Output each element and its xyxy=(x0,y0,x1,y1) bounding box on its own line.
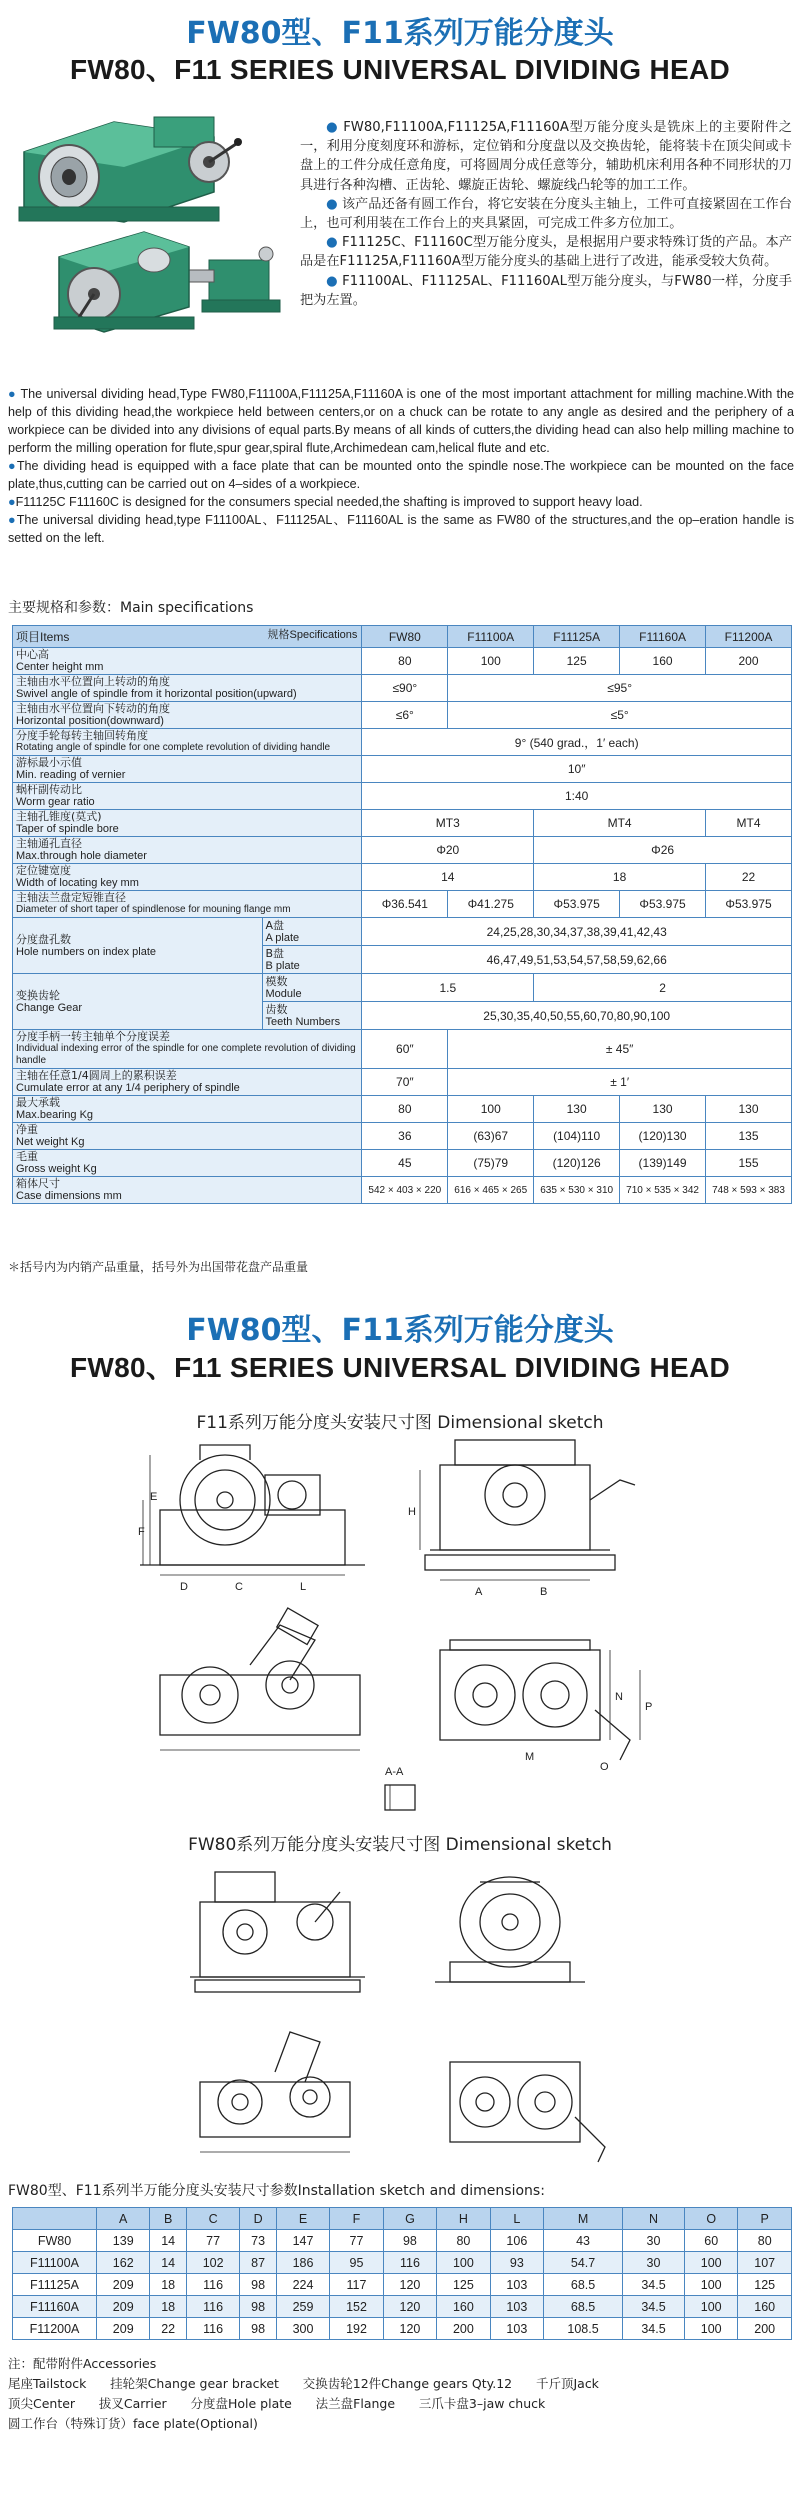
dims-value-cell: 98 xyxy=(240,2318,276,2340)
dividing-head-lower xyxy=(54,232,194,332)
cell-value: 25,30,35,40,50,55,60,70,80,90,100 xyxy=(362,1002,792,1030)
dim-label-d: D xyxy=(180,1581,188,1593)
cell-value: (63)67 xyxy=(448,1123,534,1150)
cell-value: 1.5 xyxy=(362,974,534,1002)
row-label xyxy=(13,783,362,810)
row-label xyxy=(13,974,263,1030)
row-label xyxy=(13,1177,362,1204)
dims-value-cell: 259 xyxy=(276,2296,329,2318)
dims-value-cell: 160 xyxy=(437,2296,490,2318)
spec-header-item xyxy=(13,626,362,648)
cell-value: 710 × 535 × 342 xyxy=(620,1177,706,1204)
row-label xyxy=(13,1096,362,1123)
dims-value-cell: 68.5 xyxy=(544,2296,623,2318)
dims-value-cell: 43 xyxy=(544,2230,623,2252)
intro-en-text-2: The dividing head is equipped with a face plate that can be mounted onto the spindle nose.The workpiece can be mounted on the face plate,thus,cutting can be carried out on 4–sides of a workpiece. xyxy=(8,459,795,491)
dims-col-header: G xyxy=(383,2208,436,2230)
f11-sketch-caption: F11系列万能分度头安装尺寸图 Dimensional sketch xyxy=(196,1413,604,1433)
label-en: Case dimensions mm xyxy=(16,1190,122,1202)
cell-value: 125 xyxy=(534,648,620,675)
dims-value-cell: 209 xyxy=(97,2296,150,2318)
row-label xyxy=(13,648,362,675)
label-en: Horizontal position(downward) xyxy=(16,715,164,727)
dims-value-cell: 103 xyxy=(490,2274,543,2296)
dims-value-cell: 209 xyxy=(97,2274,150,2296)
dim-label-h: H xyxy=(408,1506,416,1518)
intro-cn-paragraph: ● F11125C、F11160C型万能分度头，是根据用户要求特殊订货的产品。本产品是在F11125A,F11160A型万能分度头的基础上进行了改进，能承受较大负荷。 xyxy=(300,235,792,270)
fw80-front-view xyxy=(190,1872,365,1992)
dims-value-cell: 103 xyxy=(490,2296,543,2318)
dims-value-cell: 224 xyxy=(276,2274,329,2296)
label-en: Taper of spindle bore xyxy=(16,823,119,835)
accessories-line-1: 尾座Tailstock 挂轮架Change gear bracket 交换齿轮12件Change gears Qty.12 千斤顶Jack xyxy=(8,2376,599,2391)
row-label xyxy=(13,675,362,702)
dims-value-cell: 80 xyxy=(437,2230,490,2252)
row-label xyxy=(13,729,362,756)
cell-value: 748 × 593 × 383 xyxy=(706,1177,792,1204)
dims-model-cell: F11200A xyxy=(13,2318,97,2340)
intro-en-paragraph: ●F11125C F11160C is designed for the consumers special needed,the shafting is improved to support heavy load. xyxy=(8,495,643,509)
dims-value-cell: 34.5 xyxy=(623,2318,685,2340)
intro-cn-paragraph: ● F11100AL、F11125AL、F11160AL型万能分度头，与FW80一样，分度手把为左置。 xyxy=(300,273,792,308)
sub-label xyxy=(262,1002,362,1030)
label-cn: 箱体尺寸 xyxy=(16,1177,60,1190)
dims-caption: FW80型、F11系列半万能分度头安装尺寸参数Installation sketch and dimensions: xyxy=(8,2183,545,2199)
label-en: Individual indexing error of the spindle for one complete revolution of dividing handle xyxy=(16,1043,356,1066)
cell-value: 130 xyxy=(534,1096,620,1123)
spec-row-center-height xyxy=(13,648,792,675)
row-label xyxy=(13,1150,362,1177)
cell-value: (104)110 xyxy=(534,1123,620,1150)
cell-value: 542 × 403 × 220 xyxy=(362,1177,448,1204)
row-label xyxy=(13,918,263,974)
spec-row-taper xyxy=(13,810,792,837)
label-en: Worm gear ratio xyxy=(16,796,95,808)
accessories-title: 注：配带附件Accessories xyxy=(8,2356,157,2371)
dims-body xyxy=(13,2230,792,2340)
cell-value: ± 45″ xyxy=(448,1030,792,1069)
model-header: F11160A xyxy=(620,626,706,648)
label-cn: 齿数 xyxy=(265,1002,288,1016)
cell-value: 100 xyxy=(448,648,534,675)
dims-model-cell: F11160A xyxy=(13,2296,97,2318)
row-label xyxy=(13,1123,362,1150)
label-cn: B盘 xyxy=(265,946,285,960)
dims-col-header: M xyxy=(544,2208,623,2230)
dims-value-cell: 120 xyxy=(383,2274,436,2296)
dims-col-header: D xyxy=(240,2208,276,2230)
intro-cn-text-2: 该产品还备有圆工作台，将它安装在分度头主轴上，工件可直接紧固在工作台上，也可利用装在工作台上的夹具紧固，可完成工件多方位加工。 xyxy=(300,196,792,232)
cell-value: 60″ xyxy=(362,1030,448,1069)
dims-row xyxy=(13,2318,792,2340)
cell-value: 18 xyxy=(534,864,706,891)
label-en: Max.through hole diameter xyxy=(16,850,147,862)
f11-top-view xyxy=(440,1640,640,1760)
cell-value: 160 xyxy=(620,648,706,675)
page-title-en: FW80、F11 SERIES UNIVERSAL DIVIDING HEAD xyxy=(70,54,730,85)
intro-cn-text-1: FW80,F11100A,F11125A,F11160A型万能分度头是铣床上的主要附件之一，利用分度刻度环和游标，定位销和分度盘以及交换齿轮，能将装卡在顶尖间或卡盘上的工件分成任意角度，可将圆周分成任意等分，辅助机床利用各种不同形状的刀具进行各种沟槽、正齿轮、螺旋正齿轮、螺旋线凸轮等的加工工作。 xyxy=(300,120,792,193)
spec-row-gross-weight xyxy=(13,1150,792,1177)
row-label xyxy=(13,1030,362,1069)
row-label xyxy=(13,891,362,918)
row-label xyxy=(13,702,362,729)
dims-value-cell: 125 xyxy=(738,2274,792,2296)
model-header: F11200A xyxy=(706,626,792,648)
dims-col-header: E xyxy=(276,2208,329,2230)
label-en: Teeth Numbers xyxy=(265,1015,341,1028)
label-cn: 主轴法兰盘定短锥直径 xyxy=(16,891,126,904)
dims-value-cell: 95 xyxy=(330,2252,383,2274)
dims-col-header: N xyxy=(623,2208,685,2230)
label-cn: 分度盘孔数 xyxy=(16,932,71,946)
dims-value-cell: 93 xyxy=(490,2252,543,2274)
label-en: Change Gear xyxy=(16,1001,83,1014)
intro-cn-paragraph: ● 该产品还备有圆工作台，将它安装在分度头主轴上，工件可直接紧固在工作台上，也可利用装在工作台上的夹具紧固，可完成工件多方位加工。 xyxy=(300,196,792,232)
row-label xyxy=(13,1069,362,1096)
dims-model-cell: FW80 xyxy=(13,2230,97,2252)
spec-row-rotating xyxy=(13,729,792,756)
cell-value: Φ26 xyxy=(534,837,792,864)
label-en: Max.bearing Kg xyxy=(16,1109,94,1121)
spec-table xyxy=(12,625,792,1204)
label-en: Net weight Kg xyxy=(16,1136,85,1148)
spec-row-net-weight xyxy=(13,1123,792,1150)
accessories-line-3: 圆工作台（特殊订货）face plate(Optional) xyxy=(8,2416,258,2431)
dims-value-cell: 116 xyxy=(186,2296,239,2318)
label-cn: A盘 xyxy=(265,918,285,932)
dim-label-n: N xyxy=(615,1691,623,1703)
label-en: Center height mm xyxy=(16,661,104,673)
row-label xyxy=(13,864,362,891)
label-en: Width of locating key mm xyxy=(16,877,139,889)
cell-value: 80 xyxy=(362,648,448,675)
cell-value: (120)130 xyxy=(620,1123,706,1150)
dims-value-cell: 300 xyxy=(276,2318,329,2340)
dims-value-cell: 77 xyxy=(330,2230,383,2252)
dims-value-cell: 30 xyxy=(623,2230,685,2252)
dims-value-cell: 192 xyxy=(330,2318,383,2340)
label-cn: 毛重 xyxy=(16,1150,38,1163)
cell-value: 130 xyxy=(620,1096,706,1123)
intro-en xyxy=(8,385,794,547)
spec-row-max-bearing xyxy=(13,1096,792,1123)
dims-value-cell: 98 xyxy=(240,2274,276,2296)
dims-row xyxy=(13,2296,792,2318)
label-cn: 模数 xyxy=(265,974,288,988)
spec-row-cumulate-error xyxy=(13,1069,792,1096)
label-cn: 分度手柄一转主轴单个分度误差 xyxy=(16,1030,170,1043)
dims-value-cell: 18 xyxy=(150,2296,186,2318)
dims-value-cell: 60 xyxy=(684,2230,737,2252)
dims-col-header: B xyxy=(150,2208,186,2230)
spec-header-row xyxy=(13,626,792,648)
dims-value-cell: 116 xyxy=(186,2318,239,2340)
cell-value: 9° (540 grad.，1′ each) xyxy=(362,729,792,756)
row-label xyxy=(13,837,362,864)
dims-row xyxy=(13,2274,792,2296)
dims-value-cell: 106 xyxy=(490,2230,543,2252)
cell-value: 130 xyxy=(706,1096,792,1123)
cell-value: ≤6° xyxy=(362,702,448,729)
label-en: A plate xyxy=(265,931,300,944)
dims-col-header: P xyxy=(738,2208,792,2230)
dims-value-cell: 14 xyxy=(150,2252,186,2274)
fw80-side-view xyxy=(435,1877,585,1982)
dims-value-cell: 200 xyxy=(437,2318,490,2340)
fw80-sketch-caption: FW80系列万能分度头安装尺寸图 Dimensional sketch xyxy=(188,1835,612,1855)
dims-value-cell: 116 xyxy=(383,2252,436,2274)
dims-value-cell: 68.5 xyxy=(544,2274,623,2296)
model-header: F11125A xyxy=(534,626,620,648)
cell-value: 100 xyxy=(448,1096,534,1123)
cell-value: MT4 xyxy=(534,810,706,837)
dims-value-cell: 120 xyxy=(383,2296,436,2318)
dims-value-cell: 125 xyxy=(437,2274,490,2296)
dims-header-row xyxy=(13,2208,792,2230)
fw80-top-view xyxy=(450,2062,605,2162)
row-label xyxy=(13,810,362,837)
cell-value: (120)126 xyxy=(534,1150,620,1177)
intro-en-paragraph: ●The universal dividing head,type F11100AL、F11125AL、F11160AL is the same as FW80 of the structures,and the op–eration handle is setted on the left. xyxy=(8,513,795,545)
dims-value-cell: 34.5 xyxy=(623,2274,685,2296)
f11-dimensional-sketch xyxy=(140,1440,660,1820)
section-label-aa: A-A xyxy=(385,1766,404,1778)
cell-value: 155 xyxy=(706,1150,792,1177)
cell-value: 1:40 xyxy=(362,783,792,810)
fw80-dimensional-sketch xyxy=(180,1862,640,2172)
spec-row-worm xyxy=(13,783,792,810)
dims-col-header xyxy=(13,2208,97,2230)
dims-value-cell: 34.5 xyxy=(623,2296,685,2318)
intro-en-text-3: F11125C F11160C is designed for the consumers special needed,the shafting is improved to support heavy load. xyxy=(15,495,643,509)
dims-value-cell: 73 xyxy=(240,2230,276,2252)
dims-value-cell: 103 xyxy=(490,2318,543,2340)
fw80-gear-view xyxy=(200,2032,350,2152)
label-en: Diameter of short taper of spindlenose for mouning flange mm xyxy=(16,904,291,915)
dims-col-header: L xyxy=(490,2208,543,2230)
header-item-label: 项目Items xyxy=(16,630,70,644)
dims-value-cell: 98 xyxy=(240,2296,276,2318)
cell-value: Φ53.975 xyxy=(706,891,792,918)
dims-col-header: H xyxy=(437,2208,490,2230)
dims-value-cell: 100 xyxy=(684,2318,737,2340)
dims-value-cell: 186 xyxy=(276,2252,329,2274)
cell-value: 135 xyxy=(706,1123,792,1150)
dims-value-cell: 162 xyxy=(97,2252,150,2274)
cell-value: 46,47,49,51,53,54,57,58,59,62,66 xyxy=(362,946,792,974)
spec-row-module xyxy=(13,974,792,1002)
cell-value: 80 xyxy=(362,1096,448,1123)
cell-value: ± 1′ xyxy=(448,1069,792,1096)
dims-value-cell: 116 xyxy=(186,2274,239,2296)
dims-col-header: F xyxy=(330,2208,383,2230)
label-cn: 净重 xyxy=(16,1123,38,1136)
dims-value-cell: 117 xyxy=(330,2274,383,2296)
dim-label-b: B xyxy=(540,1586,548,1598)
f11-front-view xyxy=(140,1445,365,1575)
dims-value-cell: 200 xyxy=(738,2318,792,2340)
spec-row-indexing-error xyxy=(13,1030,792,1069)
dims-value-cell: 160 xyxy=(738,2296,792,2318)
dims-col-header: C xyxy=(186,2208,239,2230)
label-cn: 中心高 xyxy=(16,648,49,661)
dims-value-cell: 87 xyxy=(240,2252,276,2274)
cell-value: MT4 xyxy=(706,810,792,837)
dims-value-cell: 100 xyxy=(684,2296,737,2318)
header-spec-label: 规格Specifications xyxy=(267,629,358,641)
cell-value: Φ41.275 xyxy=(448,891,534,918)
dims-value-cell: 100 xyxy=(684,2274,737,2296)
accessories-line-2: 顶尖Center 拔叉Carrier 分度盘Hole plate 法兰盘Flange 三爪卡盘3–jaw chuck xyxy=(8,2396,546,2411)
cell-value: 24,25,28,30,34,37,38,39,41,42,43 xyxy=(362,918,792,946)
sub-label xyxy=(262,974,362,1002)
intro-cn-text-3: F11125C、F11160C型万能分度头，是根据用户要求特殊订货的产品。本产品是在F11125A,F11160A型万能分度头的基础上进行了改进，能承受较大负荷。 xyxy=(300,235,792,270)
label-en: Swivel angle of spindle from it horizontal position(upward) xyxy=(16,688,297,700)
dims-value-cell: 107 xyxy=(738,2252,792,2274)
dims-value-cell: 102 xyxy=(186,2252,239,2274)
dim-label-p: P xyxy=(645,1701,653,1713)
sub-label xyxy=(262,918,362,946)
f11-section-aa xyxy=(385,1785,415,1810)
cell-value: Φ36.541 xyxy=(362,891,448,918)
label-en: B plate xyxy=(265,959,300,972)
intro-cn-text-4: F11100AL、F11125AL、F11160AL型万能分度头，与FW80一样，分度手把为左置。 xyxy=(300,273,792,308)
dims-value-cell: 98 xyxy=(383,2230,436,2252)
spec-row-swivel-up xyxy=(13,675,792,702)
label-en: Gross weight Kg xyxy=(16,1163,97,1175)
cell-value: ≤90° xyxy=(362,675,448,702)
spec-row-through-hole xyxy=(13,837,792,864)
intro-en-paragraph: ●The dividing head is equipped with a face plate that can be mounted onto the spindle nose.The workpiece can be mounted on the face plate,thus,cutting can be carried out on 4–sides of a workpiece. xyxy=(8,459,795,491)
dim-label-a: A xyxy=(475,1586,483,1598)
spec-row-swivel-down xyxy=(13,702,792,729)
dims-value-cell: 147 xyxy=(276,2230,329,2252)
cell-value: ≤5° xyxy=(448,702,792,729)
cell-value: Φ53.975 xyxy=(534,891,620,918)
label-cn: 蜗杆副传动比 xyxy=(16,783,82,796)
intro-en-text-1: The universal dividing head,Type FW80,F11100A,F11125A,F11160A is one of the most important attachment for milling machine.With the help of this dividing head,the workpiece held between centers,or on a chuck can be rotate to any angle as desired and the periphery of a workpiece can be divided into any divisions of equal parts.By means of all kinds of cutters,the dividing head can also help milling machine to perform the milling operation for flute,spur gear,spiral flute,Archimedean cam,helical flute and etc. xyxy=(8,387,794,455)
label-en: Module xyxy=(265,987,302,1000)
dims-row xyxy=(13,2252,792,2274)
cell-value: 616 × 465 × 265 xyxy=(448,1177,534,1204)
cell-value: 2 xyxy=(534,974,792,1002)
label-cn: 主轴在任意1/4圆周上的累积误差 xyxy=(16,1069,177,1082)
dims-value-cell: 209 xyxy=(97,2318,150,2340)
cell-value: 200 xyxy=(706,648,792,675)
section-title-cn: FW80型、F11系列万能分度头 xyxy=(186,1313,614,1348)
cell-value: 635 × 530 × 310 xyxy=(534,1177,620,1204)
dims-value-cell: 14 xyxy=(150,2230,186,2252)
intro-en-paragraph: ● The universal dividing head,Type FW80,F11100A,F11125A,F11160A is one of the most important attachment for milling machine.With the help of this dividing head,the workpiece held between centers,or on a chuck can be rotate to any angle as desired and the periphery of a workpiece can be divided into any divisions of equal parts.By means of all kinds of cutters,the dividing head can also help milling machine to perform the milling operation for flute,spur gear,spiral flute,Archimedean cam,helical flute and etc. xyxy=(8,387,794,455)
dims-value-cell: 18 xyxy=(150,2274,186,2296)
model-header: FW80 xyxy=(362,626,448,648)
intro-cn-paragraph: ● FW80,F11100A,F11125A,F11160A型万能分度头是铣床上的主要附件之一，利用分度刻度环和游标，定位销和分度盘以及交换齿轮，能将装卡在顶尖间或卡盘上的工件分成任意角度，可将圆周分成任意等分，辅助机床利用各种不同形状的刀具进行各种沟槽、正齿轮、螺旋正齿轮、螺旋线凸轮等的加工工作。 xyxy=(300,120,792,193)
spec-row-case-dim xyxy=(13,1177,792,1204)
spec-row-flange xyxy=(13,891,792,918)
dims-value-cell: 30 xyxy=(623,2252,685,2274)
label-cn: 最大承载 xyxy=(16,1096,60,1109)
dims-value-cell: 100 xyxy=(684,2252,737,2274)
label-cn: 分度手轮每转主轴回转角度 xyxy=(16,729,148,742)
cell-value: Φ53.975 xyxy=(620,891,706,918)
dims-model-cell: F11125A xyxy=(13,2274,97,2296)
label-en: Rotating angle of spindle for one complete revolution of dividing handle xyxy=(16,742,331,753)
cell-value: Φ20 xyxy=(362,837,534,864)
dim-label-m: M xyxy=(525,1751,535,1763)
sub-label xyxy=(262,946,362,974)
label-en: Cumulate error at any 1/4 periphery of spindle xyxy=(16,1082,240,1094)
cell-value: (139)149 xyxy=(620,1150,706,1177)
label-en: Hole numbers on index plate xyxy=(16,945,157,958)
dims-value-cell: 80 xyxy=(738,2230,792,2252)
dims-col-header: O xyxy=(684,2208,737,2230)
dim-label-c: C xyxy=(235,1581,243,1593)
dim-label-f: F xyxy=(138,1526,145,1538)
cell-value: ≤95° xyxy=(448,675,792,702)
f11-side-view xyxy=(420,1440,635,1580)
dims-value-cell: 152 xyxy=(330,2296,383,2318)
dividing-head-upper xyxy=(19,117,242,222)
dims-value-cell: 108.5 xyxy=(544,2318,623,2340)
label-cn: 定位键宽度 xyxy=(16,864,71,877)
dims-value-cell: 139 xyxy=(97,2230,150,2252)
cell-value: (75)79 xyxy=(448,1150,534,1177)
spec-note: ＊括号内为内销产品重量，括号外为出国带花盘产品重量 xyxy=(8,1260,309,1274)
cell-value: 70″ xyxy=(362,1069,448,1096)
spec-row-vernier xyxy=(13,756,792,783)
label-cn: 主轴通孔直径 xyxy=(16,837,82,850)
cell-value: MT3 xyxy=(362,810,534,837)
label-cn: 游标最小示值 xyxy=(16,756,82,769)
label-cn: 主轴由水平位置向上转动的角度 xyxy=(16,675,170,688)
dims-col-header: A xyxy=(97,2208,150,2230)
label-cn: 主轴由水平位置向下转动的角度 xyxy=(16,702,170,715)
dims-table xyxy=(12,2207,792,2340)
model-header: F11100A xyxy=(448,626,534,648)
f11-gear-view xyxy=(160,1608,360,1750)
spec-caption: 主要规格和参数：Main specifications xyxy=(8,600,254,616)
dim-label-l: L xyxy=(300,1581,307,1593)
dim-label-o: O xyxy=(600,1761,609,1773)
label-cn: 变换齿轮 xyxy=(16,988,60,1002)
page-title-cn: FW80型、F11系列万能分度头 xyxy=(186,16,614,51)
cell-value: 45 xyxy=(362,1150,448,1177)
dims-row xyxy=(13,2230,792,2252)
cell-value: 22 xyxy=(706,864,792,891)
label-en: Min. reading of vernier xyxy=(16,769,126,781)
cell-value: 14 xyxy=(362,864,534,891)
dim-label-e: E xyxy=(150,1491,158,1503)
product-photo xyxy=(4,82,294,352)
cell-value: 10″ xyxy=(362,756,792,783)
dims-value-cell: 120 xyxy=(383,2318,436,2340)
spec-row-key xyxy=(13,864,792,891)
dims-value-cell: 77 xyxy=(186,2230,239,2252)
cell-value: 36 xyxy=(362,1123,448,1150)
dims-value-cell: 22 xyxy=(150,2318,186,2340)
spec-row-hole-a xyxy=(13,918,792,946)
intro-cn xyxy=(300,118,792,310)
section-title-en: FW80、F11 SERIES UNIVERSAL DIVIDING HEAD xyxy=(70,1352,730,1383)
row-label xyxy=(13,756,362,783)
dims-value-cell: 54.7 xyxy=(544,2252,623,2274)
label-cn: 主轴孔锥度(莫式) xyxy=(16,810,102,823)
dims-value-cell: 100 xyxy=(437,2252,490,2274)
dims-model-cell: F11100A xyxy=(13,2252,97,2274)
intro-en-text-4: The universal dividing head,type F11100AL、F11125AL、F11160AL is the same as FW80 of the structures,and the op–eration handle is setted on the left. xyxy=(8,513,795,545)
